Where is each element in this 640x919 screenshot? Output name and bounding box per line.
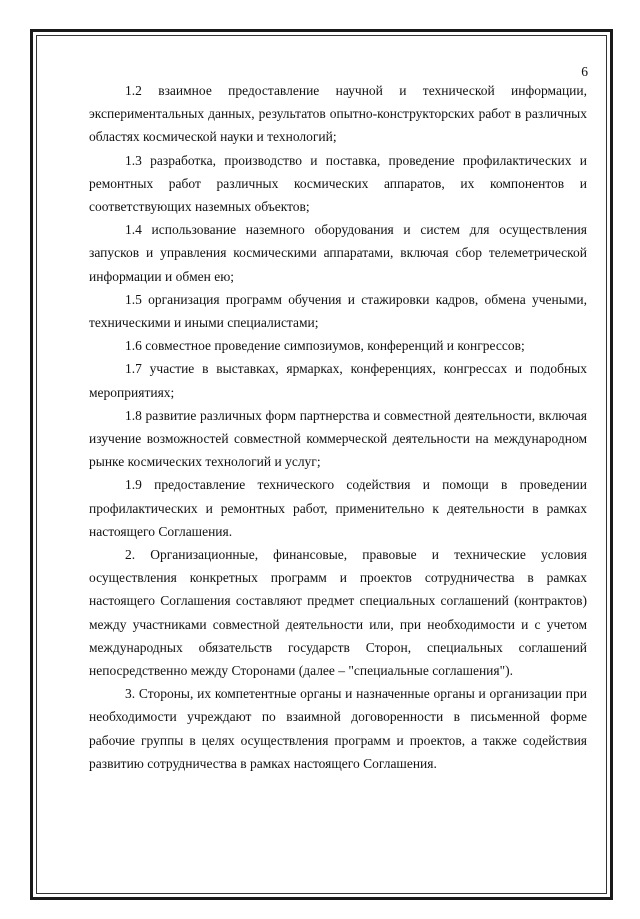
paragraph-1-2: 1.2 взаимное предоставление научной и технической информации, экспериментальных данных, результатов опытно-конструкторских работ в различных областях космической науки и технологий; — [89, 83, 587, 145]
paragraph-1-8: 1.8 развитие различных форм партнерства и совместной деятельности, включая изучение возможностей совместной коммерческой деятельности на международном рынке космических технологий и услуг; — [89, 407, 587, 470]
paragraph-1-5: 1.5 организация программ обучения и стажировки кадров, обмена учеными, техническими и иными специалистами; — [89, 291, 587, 331]
document-body — [89, 79, 587, 775]
paragraph-1-9: 1.9 предоставление технического содействия и помощи в проведении профилактических и ремонтных работ, применительно к деятельности в рамках настоящего Соглашения. — [89, 477, 587, 539]
paragraph-1-6: 1.6 совместное проведение симпозиумов, конференций и конгрессов; — [125, 338, 525, 354]
paragraph-3: 3. Стороны, их компетентные органы и назначенные органы и организации при необходимости учреждают по взаимной договоренности в письменной форме рабочие группы в целях осуществления программ и проектов, а также содействия развитию сотрудничества в рамках настоящего Соглашения. — [89, 686, 587, 771]
page-number: 6 — [581, 64, 588, 79]
paragraph-1-7: 1.7 участие в выставках, ярмарках, конференциях, конгрессах и подобных мероприятиях; — [89, 361, 587, 400]
paragraph-1-3: 1.3 разработка, производство и поставка, проведение профилактических и ремонтных работ различных космических аппаратов, их компонентов и соответствующих наземных объектов; — [89, 152, 587, 215]
paragraph-2: 2. Организационные, финансовые, правовые и технические условия осуществления конкретных программ и проектов сотрудничества в рамках настоящего Соглашения составляют предмет специальных соглашений (контрактов) между участниками совместной деятельности или, при необходимости и с учетом международных обязательств государств Сторон, специальных соглашений непосредственно между Сторонами (далее – "специальные соглашения"). — [89, 547, 587, 679]
paragraph-1-4: 1.4 использование наземного оборудования и систем для осуществления запусков и управления космическими аппаратами, включая сбор телеметрической информации и обмен ею; — [89, 222, 587, 284]
